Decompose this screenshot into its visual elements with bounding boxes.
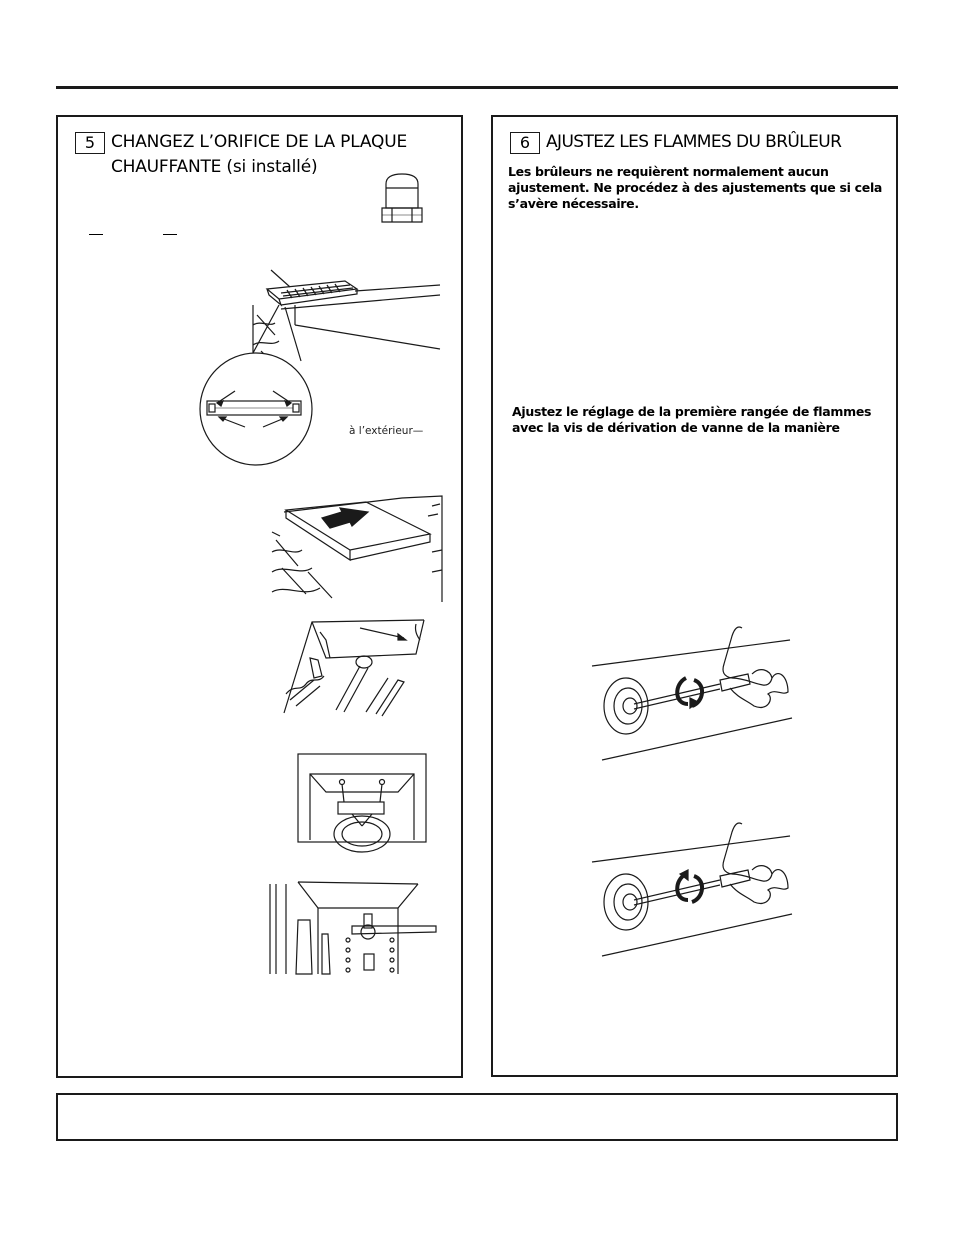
valve-screwdriver-illustration-1 — [592, 618, 796, 762]
step-6-adjust-line2: avec la vis de dérivation de vanne de la manière — [512, 420, 840, 435]
burner-screw-illustration — [296, 752, 428, 844]
step-6-intro-line1: Les brûleurs ne requièrent normalement aucun — [508, 164, 829, 179]
griddle-vent-illustration — [195, 265, 445, 470]
step-6-heading: AJUSTEZ LES FLAMMES DU BRÛLEUR — [546, 132, 842, 152]
orifice-icon — [378, 170, 426, 230]
step-6-adjust-line1: Ajustez le réglage de la première rangée de flammes — [512, 404, 872, 419]
step-5-heading-line1: CHANGEZ L’ORIFICE DE LA PLAQUE — [111, 132, 407, 152]
griddle-removal-illustration — [272, 492, 444, 606]
burner-interior-illustration — [276, 618, 426, 718]
step-6-intro-line3: s’avère nécessaire. — [508, 196, 639, 211]
top-rule — [56, 86, 898, 89]
dash-mark — [89, 234, 103, 235]
step-5-number: 5 — [75, 132, 105, 154]
outside-label: à l’extérieur— — [349, 425, 424, 437]
bottom-note-box — [56, 1093, 898, 1141]
orifice-wrench-illustration — [268, 880, 438, 976]
valve-screwdriver-illustration-2 — [592, 814, 796, 958]
step-6-intro-line2: ajustement. Ne procédez à des ajustements que si cela — [508, 180, 883, 195]
step-5-heading-line2: CHAUFFANTE (si installé) — [111, 157, 318, 177]
dash-mark — [163, 234, 177, 235]
step-6-number: 6 — [510, 132, 540, 154]
